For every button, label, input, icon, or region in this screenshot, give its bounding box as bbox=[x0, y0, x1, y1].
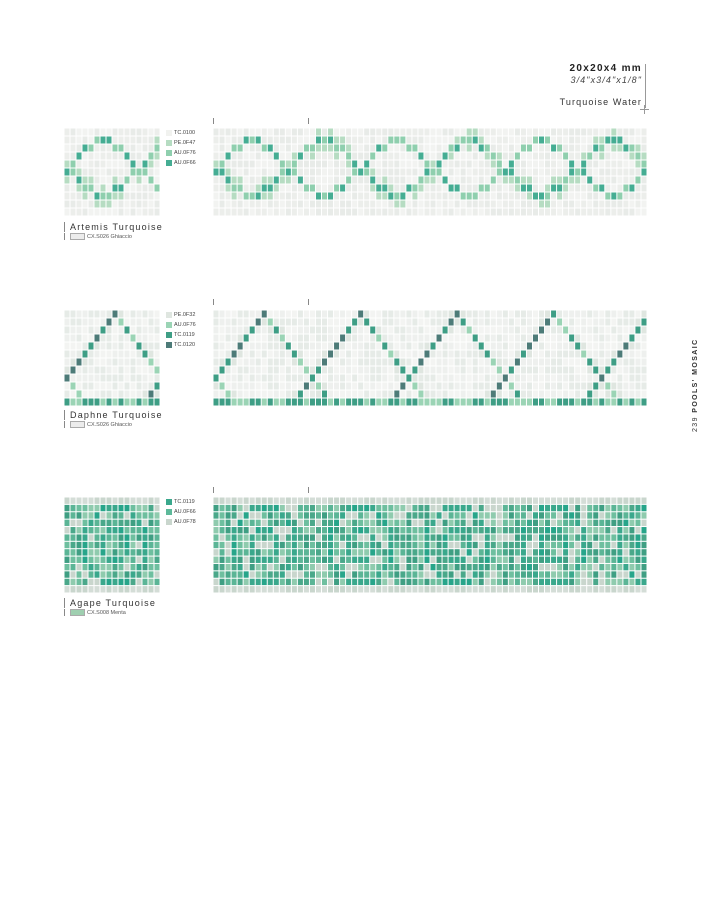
base-chip bbox=[70, 609, 85, 616]
legend-item: AU.0F76 bbox=[166, 320, 196, 330]
base-color: CX.S008 Menta bbox=[64, 609, 156, 616]
tile-size-mm: 20x20x4 mm bbox=[569, 63, 642, 74]
guide-tick bbox=[308, 299, 309, 305]
guide-tick bbox=[213, 487, 214, 493]
brand-name: POOLS' MOSAIC bbox=[692, 338, 699, 413]
artemis-caption bbox=[64, 222, 163, 240]
color-chip bbox=[166, 499, 172, 505]
base-chip bbox=[70, 421, 85, 428]
artemis-color-legend bbox=[166, 128, 196, 168]
agape-swatch bbox=[64, 497, 160, 593]
tile-size-inch: 3/4"x3/4"x1/8" bbox=[570, 75, 642, 85]
legend-item: AU.0F78 bbox=[166, 517, 196, 527]
color-chip bbox=[166, 312, 172, 318]
color-chip bbox=[166, 332, 172, 338]
side-label bbox=[692, 338, 699, 432]
legend-item: TC.0119 bbox=[166, 497, 196, 507]
agape-strip bbox=[213, 497, 647, 593]
agape-caption bbox=[64, 598, 156, 616]
pattern-name: Daphne Turquoise bbox=[64, 410, 163, 420]
color-chip bbox=[166, 322, 172, 328]
guide-tick bbox=[213, 118, 214, 124]
daphne-strip bbox=[213, 310, 647, 406]
artemis-strip bbox=[213, 128, 647, 216]
legend-item: PE.0F47 bbox=[166, 138, 196, 148]
daphne-color-legend bbox=[166, 310, 196, 350]
guide-tick bbox=[213, 299, 214, 305]
color-chip bbox=[166, 342, 172, 348]
base-chip bbox=[70, 233, 85, 240]
legend-item: TC.0119 bbox=[166, 330, 196, 340]
crop-mark-vertical bbox=[644, 105, 645, 114]
legend-item: AU.0F66 bbox=[166, 507, 196, 517]
legend-item: PE.0F32 bbox=[166, 310, 196, 320]
artemis-swatch bbox=[64, 128, 160, 216]
pattern-name: Agape Turquoise bbox=[64, 598, 156, 608]
legend-item: AU.0F66 bbox=[166, 158, 196, 168]
guide-tick bbox=[308, 487, 309, 493]
page-number: 239 bbox=[692, 416, 699, 432]
legend-item: TC.0100 bbox=[166, 128, 196, 138]
base-color: CX.S026 Ghiaccio bbox=[64, 421, 163, 428]
base-color: CX.S026 Ghiaccio bbox=[64, 233, 163, 240]
color-chip bbox=[166, 140, 172, 146]
legend-item: AU.0F76 bbox=[166, 148, 196, 158]
color-chip bbox=[166, 130, 172, 136]
color-chip bbox=[166, 160, 172, 166]
color-chip bbox=[166, 509, 172, 515]
agape-color-legend bbox=[166, 497, 196, 527]
pattern-name: Artemis Turquoise bbox=[64, 222, 163, 232]
size-header bbox=[560, 63, 642, 107]
legend-item: TC.0120 bbox=[166, 340, 196, 350]
color-chip bbox=[166, 519, 172, 525]
daphne-swatch bbox=[64, 310, 160, 406]
daphne-caption bbox=[64, 410, 163, 428]
guide-tick bbox=[308, 118, 309, 124]
color-chip bbox=[166, 150, 172, 156]
header-rule bbox=[645, 64, 646, 108]
collection-title: Turquoise Water bbox=[559, 97, 642, 107]
